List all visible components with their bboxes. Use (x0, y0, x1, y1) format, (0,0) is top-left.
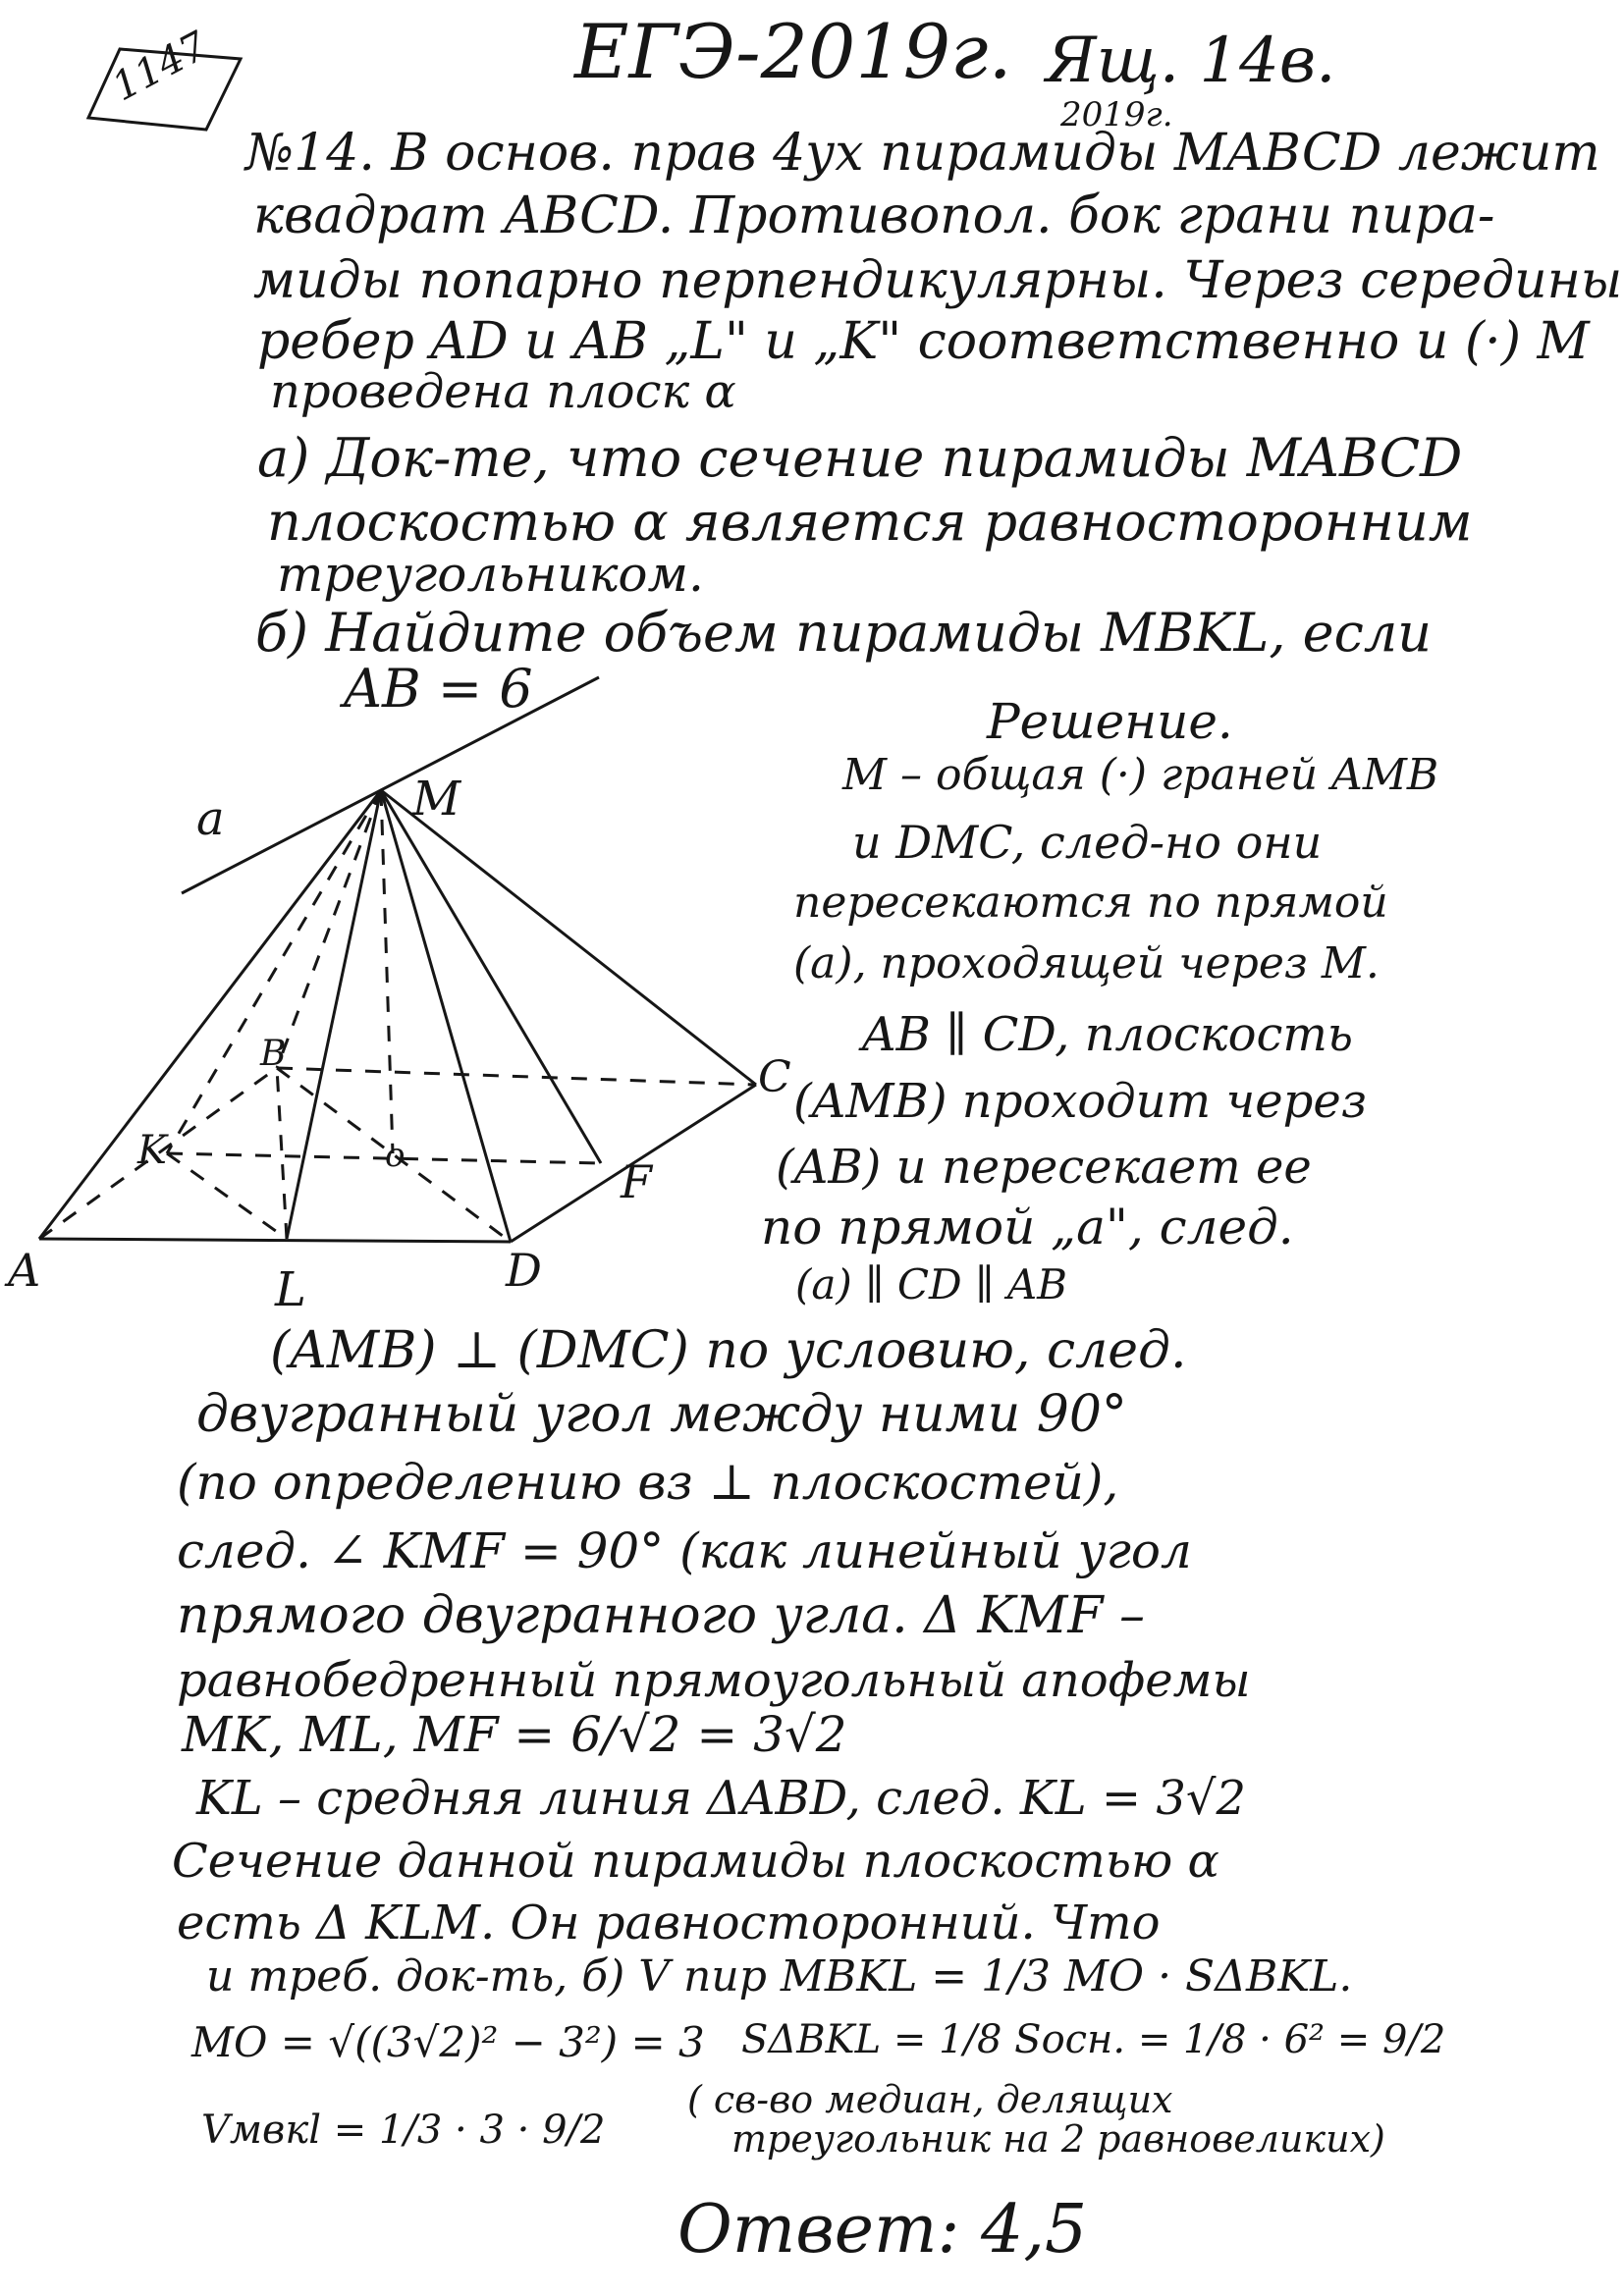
label-D: D (506, 1244, 542, 1297)
solution-side-line-1: M – общая (·) граней AMB (842, 750, 1439, 800)
problem-line-1: №14. В основ. прав 4ух пирамиды MABCD лежит (245, 124, 1600, 183)
solution-side-line-5: AB ∥ CD, плоскость (862, 1007, 1353, 1062)
hidden-edge-KL (167, 1153, 287, 1239)
solution-main-line-10: есть Δ KLM. Он равносторонний. Что (177, 1896, 1161, 1950)
label-L: L (275, 1262, 306, 1317)
solution-main-line-4: след. ∠ KMF = 90° (как линейный угол (177, 1522, 1192, 1579)
edge-MA (39, 790, 381, 1239)
label-A: A (8, 1244, 41, 1297)
label-K: K (137, 1128, 167, 1173)
calc-median-note-2: треугольник на 2 равновеликих) (731, 2117, 1385, 2161)
answer: Ответ: 4,5 (677, 2191, 1088, 2269)
solution-side-line-2: и DMC, след-но они (852, 816, 1323, 869)
label-B: B (260, 1034, 287, 1074)
calc-volume: Vмвкl = 1/3 · 3 · 9/2 (201, 2108, 606, 2153)
edge-MF (381, 790, 601, 1163)
solution-main-line-2: двугранный угол между ними 90° (196, 1385, 1127, 1444)
problem-part-a-2: плоскостью α является равносторонним (267, 491, 1473, 553)
solution-side-line-7: (AB) и пересекает ее (776, 1140, 1312, 1195)
problem-part-a-3: треугольником. (277, 546, 704, 603)
solution-main-line-3: (по определению вз ⊥ плоскостей), (177, 1454, 1119, 1511)
label-O: o (385, 1136, 406, 1175)
hidden-edge-LB (277, 1068, 287, 1239)
hidden-edge-MB (277, 790, 381, 1068)
solution-main-line-7: MK, ML, MF = 6/√2 = 3√2 (182, 1706, 847, 1763)
solution-side-line-9: (a) ∥ CD ∥ AB (795, 1260, 1068, 1308)
problem-part-b-1: б) Найдите объем пирамиды MBKL, если (255, 602, 1433, 664)
label-C: C (758, 1052, 791, 1102)
problem-line-2: квадрат ABCD. Противопол. бок грани пира- (253, 187, 1495, 245)
exam-title: ЕГЭ-2019г. (574, 8, 1012, 95)
solution-main-line-1: (AMB) ⊥ (DMC) по условию, след. (270, 1321, 1187, 1380)
solution-side-line-3: пересекаются по прямой (793, 878, 1388, 928)
variant-label: Ящ. 14в. (1046, 25, 1336, 97)
hidden-edge-MO (381, 790, 393, 1153)
hidden-edge-KF (167, 1153, 601, 1163)
solution-side-line-4: (a), проходящей через M. (793, 938, 1380, 988)
label-line-a: a (196, 791, 225, 846)
edge-ML (287, 790, 381, 1239)
edge-MC (381, 790, 756, 1085)
solution-main-line-9: Сечение данной пирамиды плоскостью α (172, 1834, 1219, 1889)
hidden-edge-BC (277, 1068, 756, 1085)
label-M: M (412, 772, 461, 827)
solution-main-line-6: равнобедренный прямоугольный апофемы (177, 1653, 1251, 1708)
solution-main-line-11: и треб. док-ть, б) V пир MBKL = 1/3 MO · SΔBKL. (206, 1951, 1353, 2002)
edge-AD (39, 1239, 511, 1242)
label-F: F (621, 1155, 652, 1208)
line-a (182, 677, 599, 893)
calc-median-note-1: ( св-во медиан, делящих (687, 2078, 1173, 2121)
solution-side-line-6: (AMB) проходит через (793, 1074, 1367, 1129)
solution-heading: Решение. (987, 693, 1233, 750)
solution-main-line-8: KL – средняя линия ΔABD, след. KL = 3√2 (196, 1771, 1246, 1826)
solution-main-line-5: прямого двугранного угла. Δ KMF – (177, 1586, 1146, 1645)
problem-line-5: проведена плоск α (270, 364, 736, 419)
problem-part-b-2: AB = 6 (344, 658, 533, 720)
calc-mo: MO = √((3√2)² − 3²) = 3 (191, 2018, 705, 2066)
problem-part-a-1: а) Док-те, что сечение пирамиды MABCD (257, 427, 1463, 489)
problem-line-4: ребер AD и AB „L" и „K" соответственно и (·) M (257, 312, 1590, 371)
calc-area: SΔBKL = 1/8 Sосн. = 1/8 · 6² = 9/2 (741, 2017, 1446, 2062)
year-label: 2019г. (1060, 95, 1173, 134)
problem-line-3: миды попарно перпендикулярны. Через середины (253, 251, 1623, 310)
problem-number: 1147 (105, 23, 215, 111)
solution-side-line-8: по прямой „a", след. (761, 1199, 1294, 1255)
